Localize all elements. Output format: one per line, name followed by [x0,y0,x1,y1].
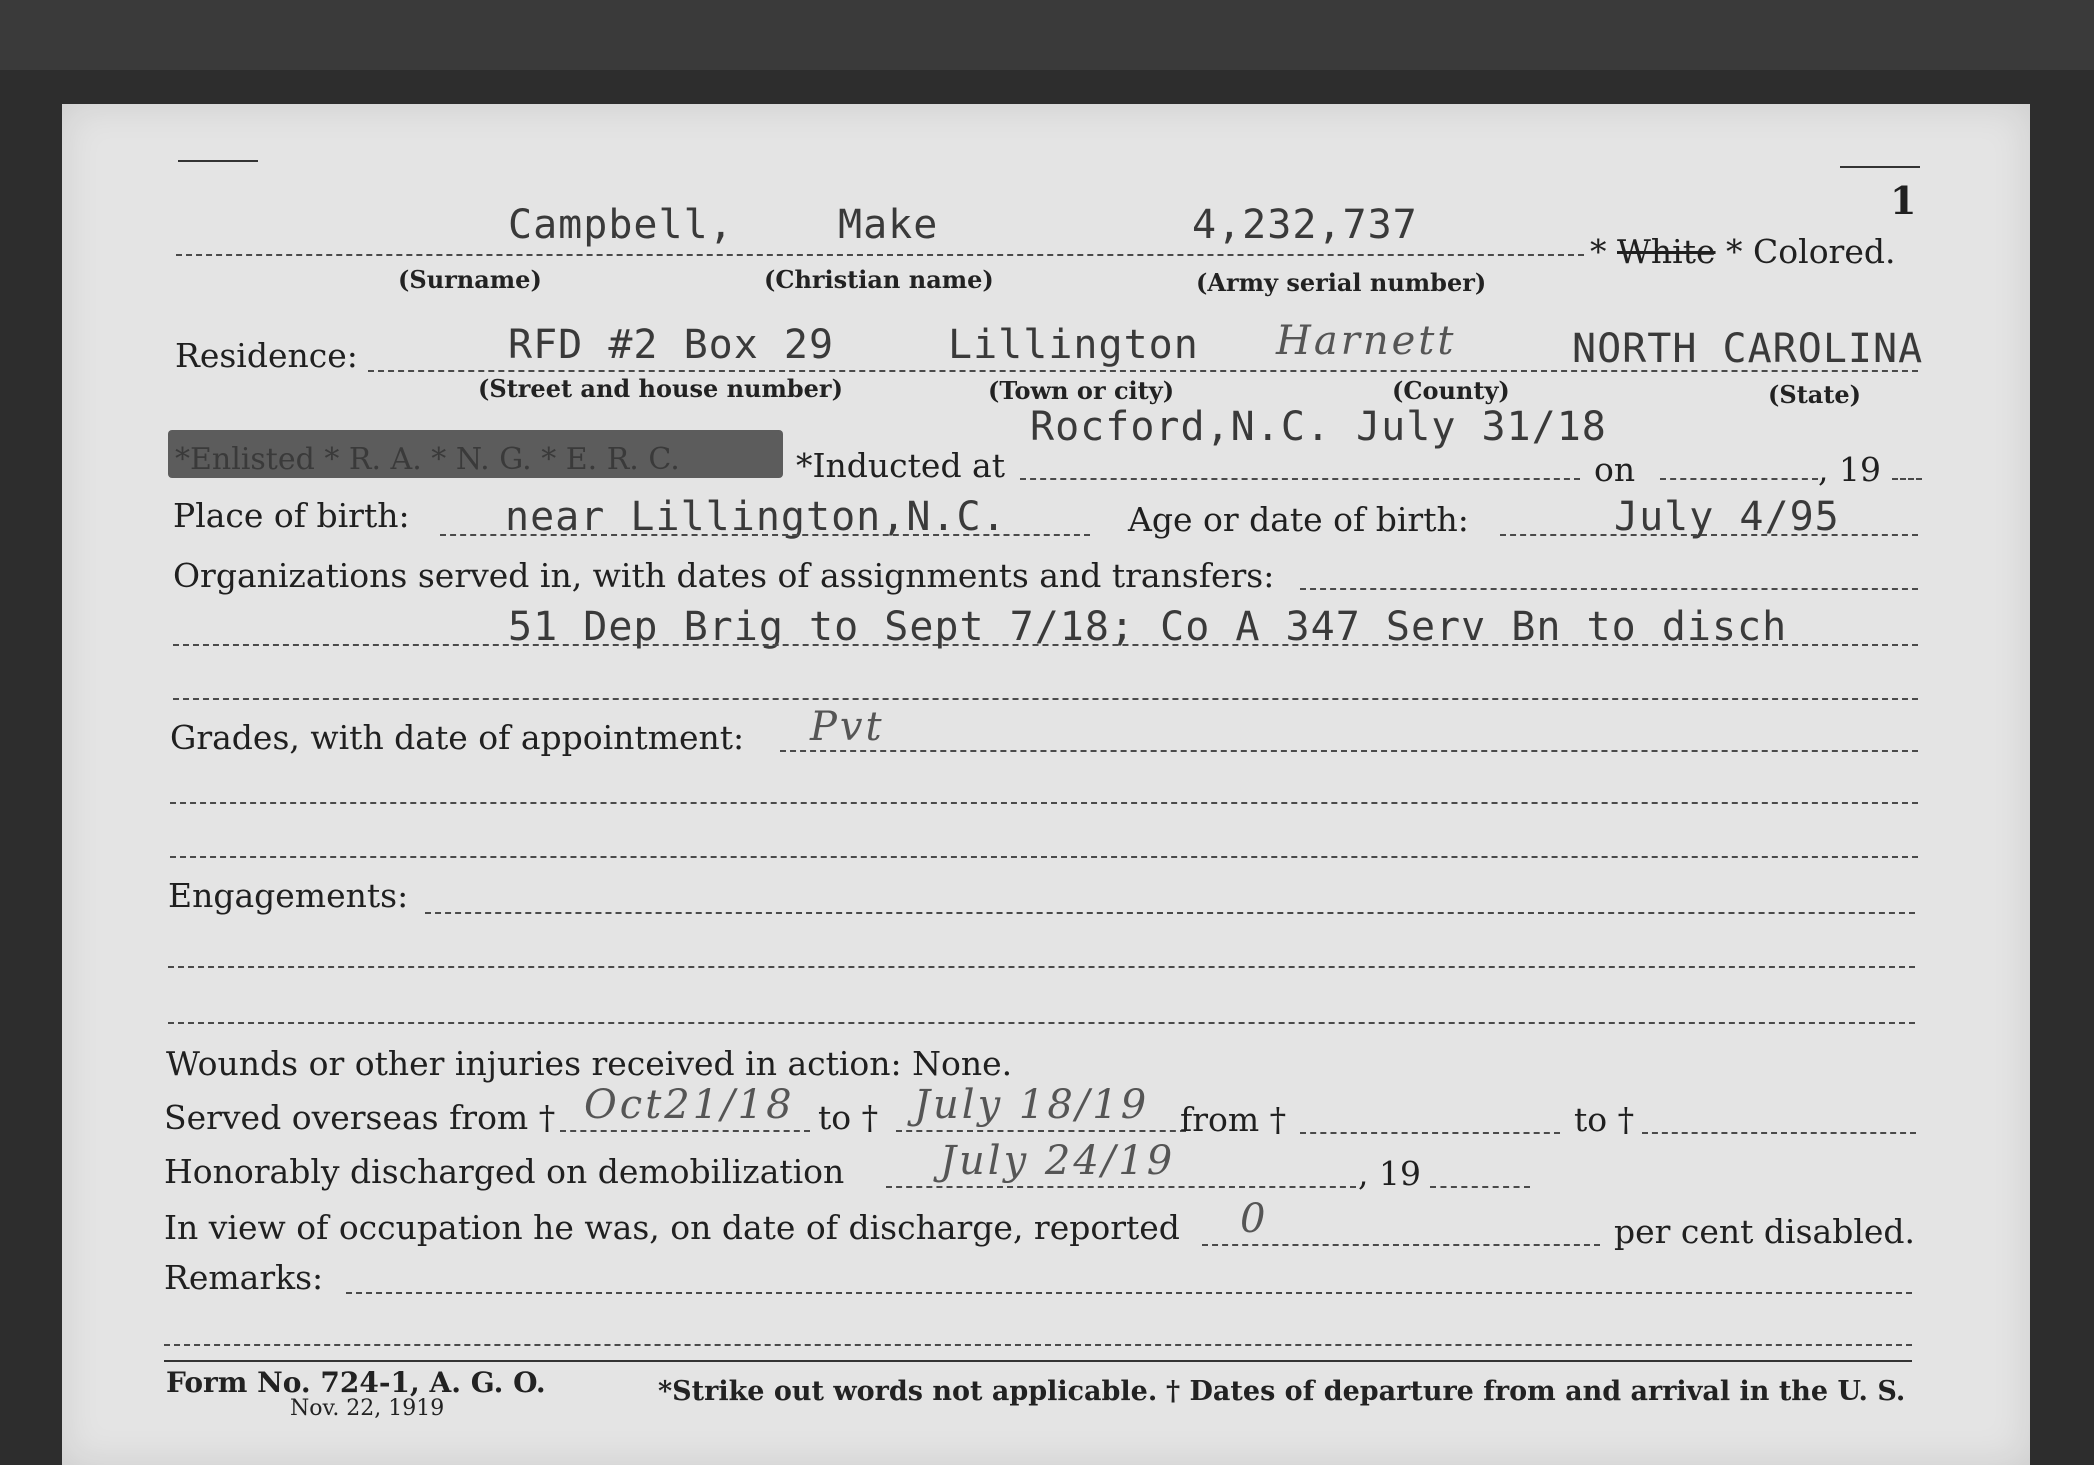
organizations-value: 51 Dep Brig to Sept 7/18; Co A 347 Serv Bn to disch [508,604,1788,650]
race-marker: * [1590,232,1607,271]
state-caption: (State) [1768,380,1862,409]
enlisted-struck-text: *Enlisted * R. A. * N. G. * E. R. C. [175,442,680,477]
age-dob-label: Age or date of birth: [1128,500,1469,539]
inducted-at-label: *Inducted at [796,446,1005,485]
place-of-birth-line [440,534,1090,536]
race-colored: * Colored. [1726,232,1896,271]
service-record-card [62,104,2030,1465]
race-field [1590,232,1895,271]
christian-name-caption: (Christian name) [764,265,994,294]
name-line [176,254,1584,256]
engagements-line-2 [168,966,1915,968]
overseas-to-label: to † [818,1098,879,1137]
discharge-year-line [1430,1186,1530,1188]
residence-town: Lillington [948,322,1199,368]
place-of-birth-value: near Lillington,N.C. [505,494,1007,540]
wounds-label: Wounds or other injuries received in action: None. [166,1044,1013,1083]
overseas-to-value: July 18/19 [914,1082,1150,1128]
engagements-line-1 [425,912,1915,914]
second-to-label: to † [1574,1100,1635,1139]
second-from-line [1300,1132,1560,1134]
induction-place-date: Rocford,N.C. July 31/18 [1030,404,1607,450]
serial-number-value: 4,232,737 [1192,202,1418,248]
second-to-line [1642,1132,1916,1134]
organizations-line-3 [173,698,1918,700]
second-from-label: from † [1180,1100,1287,1139]
grades-label: Grades, with date of appointment: [170,718,745,757]
discharge-line [886,1186,1356,1188]
county-caption: (County) [1392,376,1510,405]
discharge-date-value: July 24/19 [940,1138,1176,1184]
dates-note: † Dates of departure from and arrival in the U. S. [1166,1376,1906,1407]
residence-line [368,370,1918,372]
town-caption: (Town or city) [988,376,1175,405]
residence-county: Harnett [1276,318,1457,364]
strike-note: *Strike out words not applicable. [658,1376,1158,1407]
surname-value: Campbell, [508,202,734,248]
grades-line-1 [780,750,1918,752]
remarks-line-2 [164,1344,1912,1346]
grades-line-2 [170,802,1918,804]
remarks-label: Remarks: [164,1258,324,1297]
form-number: Form No. 724-1, A. G. O. [166,1366,546,1399]
overseas-from-line [560,1130,810,1132]
year-line [1892,478,1922,480]
organizations-line-2 [173,644,1918,646]
organizations-label: Organizations served in, with dates of assignments and transfers: [173,556,1275,595]
form-date: Nov. 22, 1919 [290,1396,445,1421]
background-top-band [0,0,2094,70]
discharged-label: Honorably discharged on demobilization [164,1152,845,1191]
on-label: on [1594,450,1636,489]
surname-caption: (Surname) [398,265,542,294]
overseas-from-label: Served overseas from † [164,1098,556,1137]
engagements-label: Engagements: [168,876,409,915]
induction-line [1020,478,1580,480]
top-left-rule [178,160,258,162]
per-cent-label: per cent disabled. [1614,1212,1916,1251]
top-right-rule [1840,166,1920,168]
place-of-birth-label: Place of birth: [173,496,410,535]
card-number: 1 [1890,178,1917,223]
discharge-year-label: , 19 [1358,1154,1421,1193]
race-struck-white: White [1617,232,1716,271]
disability-value: 0 [1240,1196,1269,1242]
date-of-birth-line [1500,534,1918,536]
christian-name-value: Make [838,202,939,248]
remarks-line-1 [346,1292,1912,1294]
residence-street: RFD #2 Box 29 [508,322,835,368]
organizations-line-1 [1300,588,1918,590]
date-of-birth-value: July 4/95 [1614,494,1840,540]
serial-number-caption: (Army serial number) [1196,268,1487,297]
residence-state: NORTH CAROLINA [1572,326,1924,372]
overseas-from-value: Oct21/18 [584,1082,795,1128]
on-line [1660,478,1818,480]
overseas-to-line [896,1130,1186,1132]
engagements-line-3 [168,1022,1915,1024]
year-19-label: , 19 [1818,450,1881,489]
street-caption: (Street and house number) [478,374,843,403]
grade-value: Pvt [810,704,885,750]
disability-line [1202,1244,1600,1246]
occupation-label: In view of occupation he was, on date of discharge, reported [164,1208,1180,1247]
grades-line-3 [170,856,1918,858]
footer-rule [164,1360,1912,1362]
residence-label: Residence: [175,336,358,375]
